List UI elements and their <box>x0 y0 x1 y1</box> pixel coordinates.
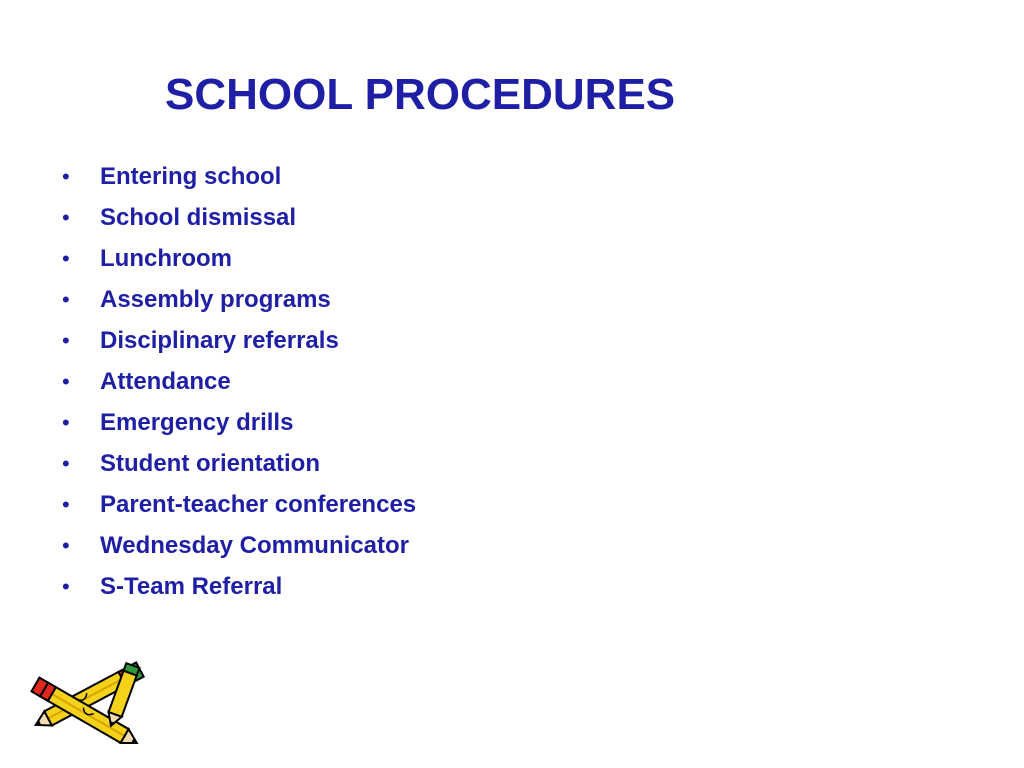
list-item <box>60 197 416 238</box>
slide-title: SCHOOL PROCEDURES <box>165 70 676 119</box>
list-item-text: Wednesday Communicator <box>100 532 409 559</box>
list-item <box>60 525 416 566</box>
bullet-icon: • <box>62 574 70 599</box>
list-item <box>60 566 416 607</box>
list-item-text: Attendance <box>100 368 231 395</box>
list-item <box>60 402 416 443</box>
list-item-text: Emergency drills <box>100 409 294 436</box>
list-item-text: Parent-teacher conferences <box>100 491 417 518</box>
bullet-icon: • <box>62 246 70 271</box>
list-item-text: S-Team Referral <box>100 573 283 600</box>
list-item <box>60 443 416 484</box>
list-item <box>60 320 416 361</box>
bullet-list <box>60 156 416 607</box>
list-item-text: Disciplinary referrals <box>100 327 339 354</box>
list-item-text: Student orientation <box>100 450 320 477</box>
crossed-pencils-icon <box>28 650 158 750</box>
bullet-icon: • <box>62 369 70 394</box>
bullet-icon: • <box>62 287 70 312</box>
list-item <box>60 279 416 320</box>
list-item-text: Assembly programs <box>100 286 331 313</box>
list-item <box>60 156 416 197</box>
bullet-icon: • <box>62 410 70 435</box>
list-item-text: Entering school <box>100 163 282 190</box>
bullet-icon: • <box>62 205 70 230</box>
bullet-icon: • <box>62 492 70 517</box>
list-item <box>60 361 416 402</box>
list-item-text: Lunchroom <box>100 245 232 272</box>
list-item <box>60 484 416 525</box>
bullet-icon: • <box>62 451 70 476</box>
bullet-icon: • <box>62 164 70 189</box>
list-item <box>60 238 416 279</box>
bullet-icon: • <box>62 533 70 558</box>
bullet-icon: • <box>62 328 70 353</box>
list-item-text: School dismissal <box>100 204 297 231</box>
